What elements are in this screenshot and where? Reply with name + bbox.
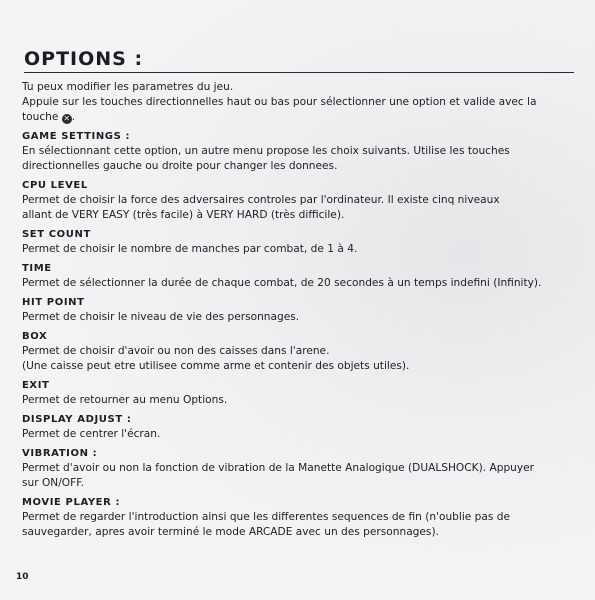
body-line: Permet de choisir la force des adversaires controles par l'ordinateur. Il existe cinq niveaux bbox=[22, 194, 500, 206]
subheading-time: TIME bbox=[22, 263, 52, 274]
body-line: Permet de choisir d'avoir ou non des caisses dans l'arene. bbox=[22, 345, 330, 357]
subheading-set-count: SET COUNT bbox=[22, 229, 91, 240]
page-content bbox=[22, 80, 578, 540]
subheading-cpu-level: CPU LEVEL bbox=[22, 180, 88, 191]
page-title: OPTIONS : bbox=[24, 48, 144, 70]
intro-line: Tu peux modifier les parametres du jeu. bbox=[22, 81, 234, 93]
body-line: allant de VERY EASY (très facile) à VERY HARD (très difficile). bbox=[22, 209, 345, 221]
section-heading-game-settings: GAME SETTINGS : bbox=[22, 131, 131, 142]
body-line: Permet d'avoir ou non la fonction de vibration de la Manette Analogique (DUALSHOCK). Appuyer bbox=[22, 462, 535, 474]
subheading-box: BOX bbox=[22, 331, 48, 342]
body-line: directionnelles gauche ou droite pour changer les donnees. bbox=[22, 160, 338, 172]
subheading-hit-point: HIT POINT bbox=[22, 297, 85, 308]
body-line: sauvegarder, apres avoir terminé le mode ARCADE avec un des personnages). bbox=[22, 526, 439, 538]
intro-line-with-button: touche ✕ . bbox=[22, 111, 76, 123]
section-heading-display-adjust: DISPLAY ADJUST : bbox=[22, 414, 132, 425]
body-line: En sélectionnant cette option, un autre menu propose les choix suivants. Utilise les touches bbox=[22, 145, 510, 157]
subheading-exit: EXIT bbox=[22, 380, 50, 391]
title-underline bbox=[24, 72, 574, 73]
body-line: (Une caisse peut etre utilisee comme arme et contenir des objets utiles). bbox=[22, 360, 410, 372]
x-button-icon: ✕ bbox=[63, 114, 71, 123]
body-line: Permet de centrer l'écran. bbox=[22, 428, 161, 440]
section-heading-vibration: VIBRATION : bbox=[22, 448, 98, 459]
page-number: 10 bbox=[16, 572, 29, 582]
body-line: Permet de choisir le niveau de vie des personnages. bbox=[22, 311, 300, 323]
section-heading-movie-player: MOVIE PLAYER : bbox=[22, 497, 121, 508]
body-line: Permet de choisir le nombre de manches par combat, de 1 à 4. bbox=[22, 243, 358, 255]
intro-line: Appuie sur les touches directionnelles haut ou bas pour sélectionner une option et valide avec la bbox=[22, 96, 537, 108]
body-line: sur ON/OFF. bbox=[22, 477, 84, 489]
intro-line: touche bbox=[22, 111, 59, 123]
body-line: Permet de retourner au menu Options. bbox=[22, 394, 228, 406]
body-line: Permet de sélectionner la durée de chaque combat, de 20 secondes à un temps indefini (Infinity). bbox=[22, 277, 542, 289]
body-line: Permet de regarder l'introduction ainsi que les differentes sequences de fin (n'oublie pas de bbox=[22, 511, 510, 523]
